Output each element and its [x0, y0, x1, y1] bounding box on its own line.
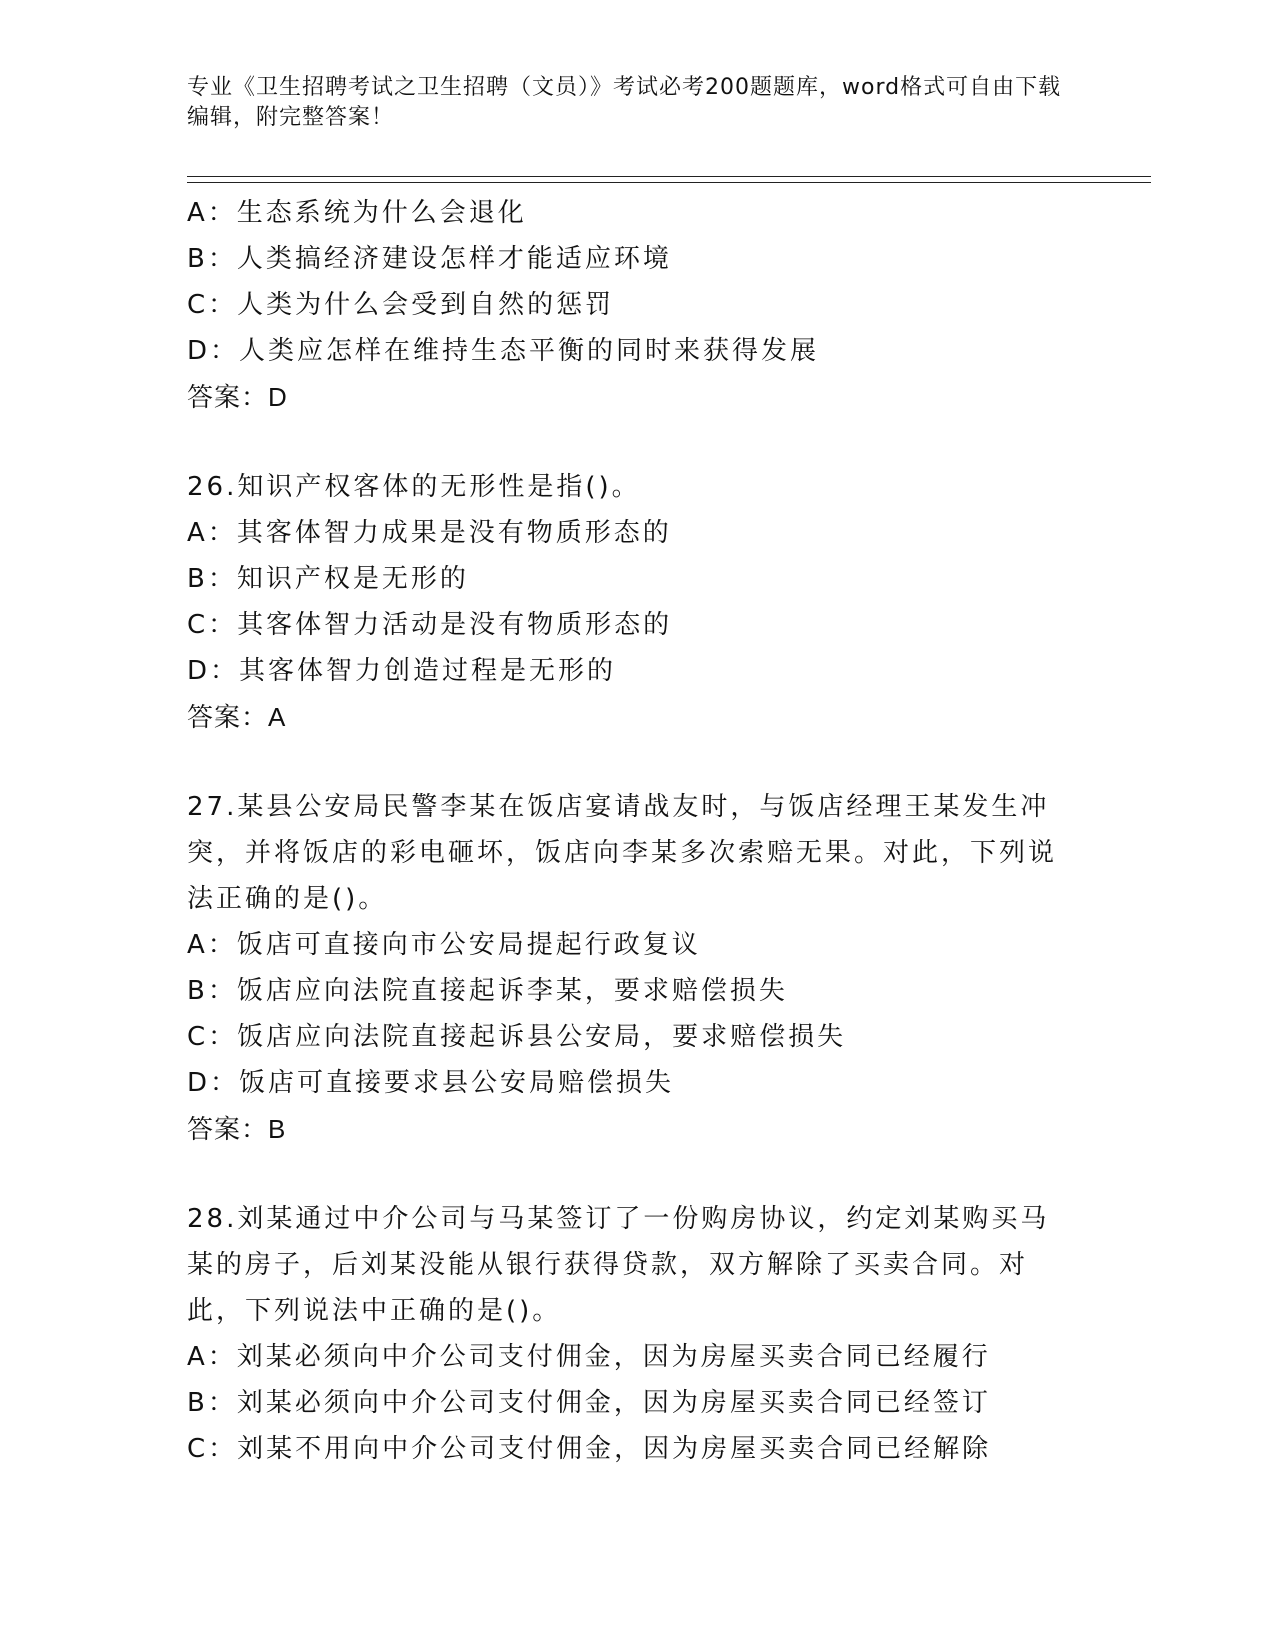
answer: 答案：B	[187, 1114, 287, 1144]
question-list	[187, 190, 1087, 1472]
spacer	[187, 420, 1087, 464]
option-c: C：人类为什么会受到自然的惩罚	[187, 290, 615, 320]
option-d: D：其客体智力创造过程是无形的	[187, 656, 617, 686]
header-divider-top	[187, 176, 1151, 177]
spacer	[187, 740, 1087, 784]
option-b: B：人类搞经济建设怎样才能适应环境	[187, 244, 672, 274]
question-27	[187, 784, 1087, 1152]
option-a: A：其客体智力成果是没有物质形态的	[187, 518, 672, 548]
question-25	[187, 190, 1087, 420]
option-b: B：知识产权是无形的	[187, 564, 469, 594]
option-d: D：人类应怎样在维持生态平衡的同时来获得发展	[187, 336, 820, 366]
option-c: C：刘某不用向中介公司支付佣金，因为房屋买卖合同已经解除	[187, 1434, 992, 1464]
spacer	[187, 1152, 1087, 1196]
question-stem: 28.刘某通过中介公司与马某签订了一份购房协议，约定刘某购买马某的房子，后刘某没能从银行获得贷款，双方解除了买卖合同。对此，下列说法中正确的是()。	[187, 1204, 1050, 1326]
question-28	[187, 1196, 1087, 1472]
option-a: A：刘某必须向中介公司支付佣金，因为房屋买卖合同已经履行	[187, 1342, 991, 1372]
question-stem: 27.某县公安局民警李某在饭店宴请战友时，与饭店经理王某发生冲突，并将饭店的彩电砸坏，饭店向李某多次索赔无果。对此，下列说法正确的是()。	[187, 792, 1058, 914]
answer: 答案：D	[187, 382, 288, 412]
option-c: C：其客体智力活动是没有物质形态的	[187, 610, 673, 640]
option-c: C：饭店应向法院直接起诉县公安局，要求赔偿损失	[187, 1022, 847, 1052]
document-header: 专业《卫生招聘考试之卫生招聘（文员）》考试必考200题题库，word格式可自由下载编辑，附完整答案！	[187, 75, 1062, 130]
question-stem: 26.知识产权客体的无形性是指()。	[187, 472, 641, 502]
header-divider-bottom	[187, 182, 1151, 183]
option-b: B：刘某必须向中介公司支付佣金，因为房屋买卖合同已经签订	[187, 1388, 991, 1418]
question-26	[187, 464, 1087, 740]
option-a: A：生态系统为什么会退化	[187, 198, 527, 228]
option-a: A：饭店可直接向市公安局提起行政复议	[187, 930, 701, 960]
answer: 答案：A	[187, 702, 287, 732]
option-d: D：饭店可直接要求县公安局赔偿损失	[187, 1068, 675, 1098]
option-b: B：饭店应向法院直接起诉李某，要求赔偿损失	[187, 976, 788, 1006]
